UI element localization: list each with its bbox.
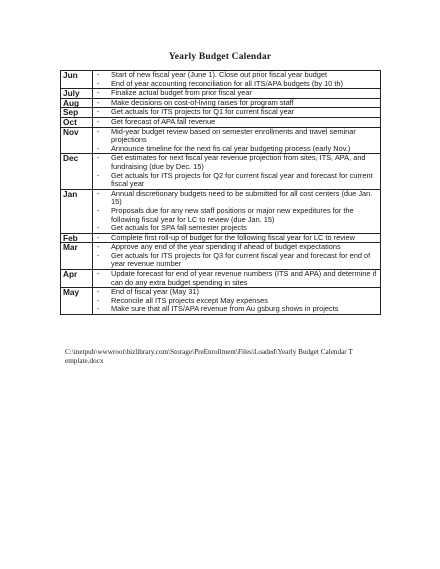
task-item [95, 190, 378, 207]
bullet-dash: - [97, 250, 100, 260]
calendar-row [61, 89, 381, 99]
task-text: Complete first roll-up of budget for the following fiscal year for LC to review [111, 232, 355, 242]
bullet-dash: - [97, 153, 100, 163]
document-title: Yearly Budget Calendar [168, 52, 272, 62]
month-cell: Oct [61, 117, 93, 127]
task-item [95, 172, 378, 189]
task-text: Annual discretionary budgets need to be submitted for all cost centers (due Jan. 15) [111, 188, 373, 207]
task-item [95, 108, 378, 117]
task-text: Announce timeline for the next fis cal year budgeting process (early Nov.) [111, 143, 351, 153]
bullet-dash: - [97, 242, 100, 252]
task-item [95, 270, 378, 287]
tasks-cell [93, 89, 381, 99]
tasks-cell [93, 71, 381, 89]
task-text: End of year accounting reconciliation for all ITS/APA budgets (by 10 th) [111, 78, 343, 88]
calendar-row [61, 189, 381, 233]
tasks-cell [93, 243, 381, 270]
month-cell: Mar [61, 243, 93, 270]
task-text: Update forecast for end of year revenue numbers (ITS and APA) and determine if can do any extra budget spending in sites [111, 269, 377, 287]
bullet-dash: - [97, 97, 100, 107]
calendar-row [61, 243, 381, 270]
task-text: Start of new fiscal year (June 1). Close out prior fiscal year budget [111, 70, 328, 79]
task-item [95, 128, 378, 145]
task-text: Make decisions on cost-of-living raises for program staff [111, 97, 294, 107]
bullet-dash: - [97, 295, 100, 305]
month-cell: Nov [61, 127, 93, 154]
bullet-dash: - [97, 116, 100, 126]
task-text: Get forecast of APA fall revenue [111, 116, 216, 126]
task-item [95, 99, 378, 108]
tasks-cell [93, 270, 381, 288]
calendar-row [61, 127, 381, 154]
task-item [95, 145, 378, 154]
tasks-cell [93, 288, 381, 315]
task-text: Get actuals for ITS projects for Q2 for current fiscal year and forecast for current fiscal year [111, 170, 373, 189]
calendar-body [61, 71, 381, 315]
task-item [95, 252, 378, 269]
file-path: C:\inetpub\wwwroot\bizlibrary.com\Storage\PreEnrollment\Files\Loaded\Yearly Budget Calendar Template.docx [65, 348, 353, 365]
task-item [95, 305, 378, 314]
month-cell: Jun [61, 71, 93, 89]
calendar-row [61, 288, 381, 315]
calendar-row [61, 117, 381, 127]
task-text: Get estimates for next fiscal year revenue projection from sites, ITS, APA, and fundraising (due by Dec. 15) [111, 153, 366, 171]
month-cell: July [61, 89, 93, 99]
budget-calendar-table [60, 70, 381, 315]
month-cell: Jan [61, 189, 93, 233]
task-text: Make sure that all ITS/APA revenue from Au gsburg shows in projects [111, 304, 339, 314]
tasks-cell [93, 154, 381, 189]
task-item [95, 118, 378, 127]
task-text: Get actuals for ITS projects for Q1 for current fiscal year [111, 107, 295, 117]
bullet-dash: - [97, 170, 100, 180]
task-text: Get actuals for ITS projects for Q3 for current fiscal year and forecast for end of year revenue number [111, 250, 371, 269]
tasks-cell [93, 117, 381, 127]
month-cell: Sep [61, 108, 93, 118]
calendar-row [61, 71, 381, 89]
bullet-dash: - [97, 88, 100, 98]
calendar-row [61, 154, 381, 189]
tasks-cell [93, 189, 381, 233]
task-text: Get actuals for SPA fall semester projects [111, 223, 247, 233]
task-text: Approve any end of the year spending if ahead of budget expectations [111, 242, 341, 252]
month-cell: Apr [61, 270, 93, 288]
tasks-cell [93, 127, 381, 154]
bullet-dash: - [97, 232, 100, 242]
bullet-dash: - [97, 70, 100, 79]
task-item [95, 154, 378, 171]
calendar-row [61, 270, 381, 288]
task-text: Finalize actual budget from prior fiscal year [111, 88, 252, 98]
bullet-dash: - [97, 304, 100, 314]
task-item [95, 89, 378, 98]
month-cell: Feb [61, 233, 93, 243]
task-text: Mid-year budget review based on semester enrollments and travel seminar projections [111, 126, 356, 145]
month-cell: May [61, 288, 93, 315]
bullet-dash: - [97, 188, 100, 198]
bullet-dash: - [97, 107, 100, 117]
bullet-dash: - [97, 78, 100, 88]
bullet-dash: - [97, 269, 100, 279]
bullet-dash: - [97, 223, 100, 233]
task-item [95, 207, 378, 224]
task-item [95, 80, 378, 89]
bullet-dash: - [97, 287, 100, 297]
bullet-dash: - [97, 143, 100, 153]
bullet-dash: - [97, 205, 100, 215]
task-text: End of fiscal year (May 31) [111, 287, 199, 297]
task-item [95, 224, 378, 233]
month-cell: Dec [61, 154, 93, 189]
task-text: Reconcile all ITS projects except May expenses [111, 295, 268, 305]
calendar-row [61, 108, 381, 118]
task-text: Proposals due for any new staff positions or major new expeditures for the following fiscal year for LC to review (due Jan. 15) [111, 205, 354, 224]
bullet-dash: - [97, 126, 100, 136]
month-cell: Aug [61, 98, 93, 108]
task-item [95, 234, 378, 243]
